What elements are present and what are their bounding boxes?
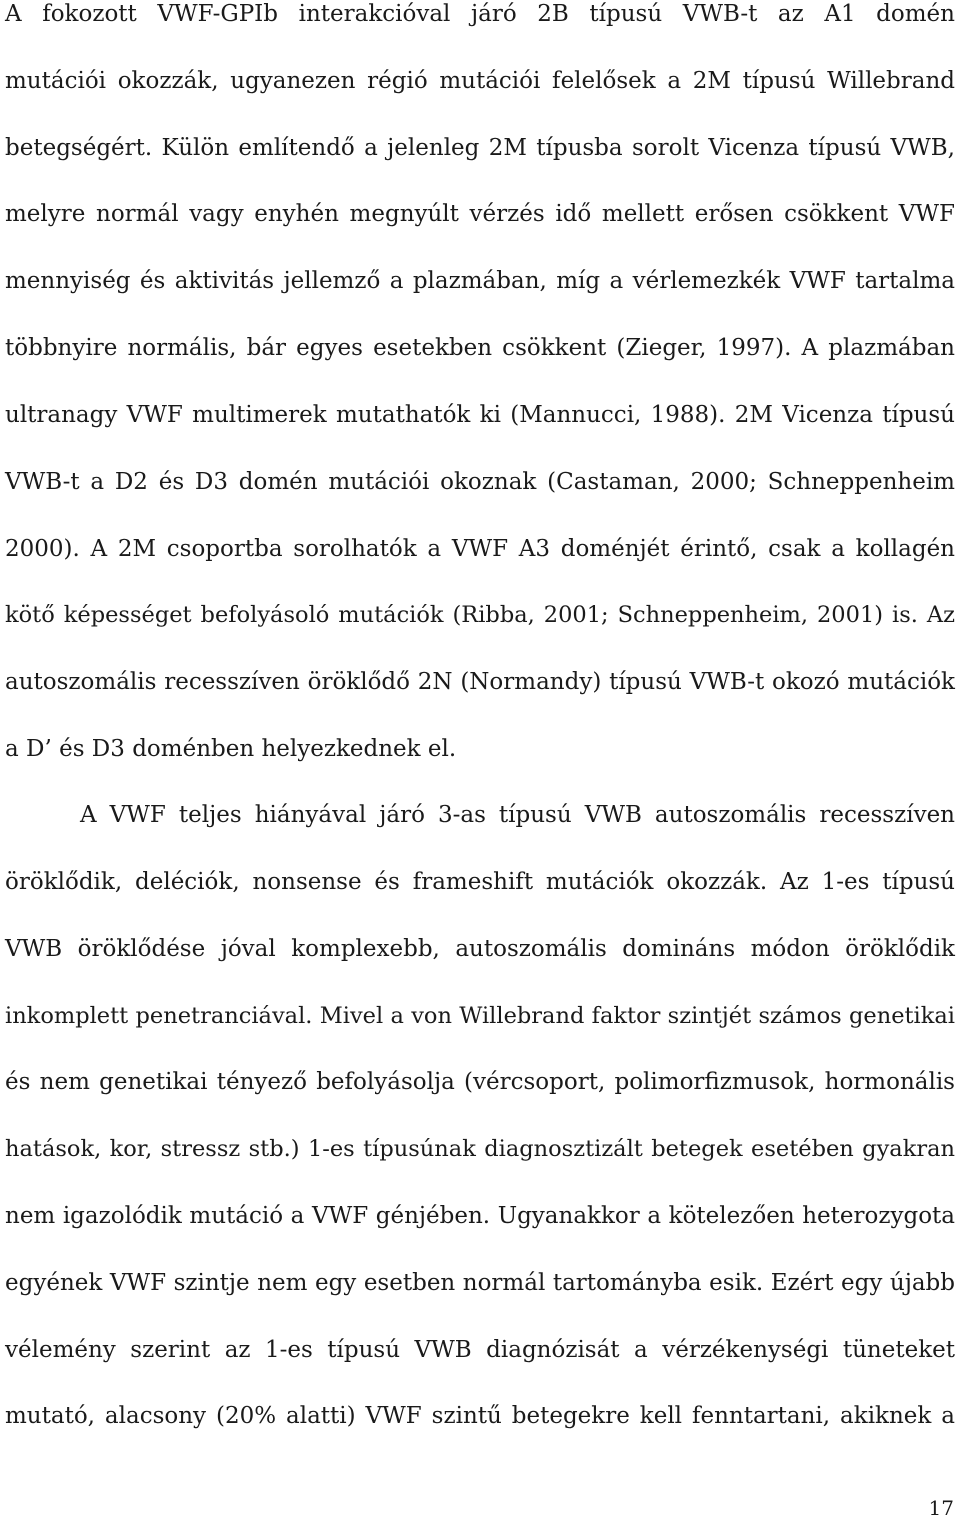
text-line: mutató, alacsony (20% alatti) VWF szintű betegekre kell fenntartani, akiknek a — [5, 1403, 955, 1429]
text-line: melyre normál vagy enyhén megnyúlt vérzés idő mellett erősen csökkent VWF — [5, 201, 955, 227]
text-line: egyének VWF szintje nem egy esetben normál tartományba esik. Ezért egy újabb — [5, 1270, 955, 1296]
text-line: 2000). A 2M csoportba sorolhatók a VWF A3 doménjét érintő, csak a kollagén — [5, 536, 955, 562]
text-line: ultranagy VWF multimerek mutathatók ki (Mannucci, 1988). 2M Vicenza típusú — [5, 402, 955, 428]
text-line: VWB öröklődése jóval komplexebb, autoszomális domináns módon öröklődik — [5, 936, 955, 962]
page-number: 17 — [928, 1496, 954, 1520]
text-line: inkomplett penetranciával. Mivel a von Willebrand faktor szintjét számos genetikai — [5, 1003, 955, 1029]
text-line: autoszomális recesszíven öröklődő 2N (Normandy) típusú VWB-t okozó mutációk — [5, 669, 955, 695]
text-line: hatások, kor, stressz stb.) 1-es típusúnak diagnosztizált betegek esetében gyakran — [5, 1136, 955, 1162]
text-line: VWB-t a D2 és D3 domén mutációi okoznak (Castaman, 2000; Schneppenheim — [5, 469, 955, 495]
text-line: a D’ és D3 doménben helyezkednek el. — [5, 736, 457, 762]
text-line: A VWF teljes hiányával járó 3-as típusú VWB autoszomális recesszíven — [80, 802, 955, 828]
text-line: A fokozott VWF-GPIb interakcióval járó 2B típusú VWB-t az A1 domén — [5, 1, 955, 27]
text-line: nem igazolódik mutáció a VWF génjében. Ugyanakkor a kötelezően heterozygota — [5, 1203, 955, 1229]
text-line: vélemény szerint az 1-es típusú VWB diagnózisát a vérzékenységi tüneteket — [5, 1337, 955, 1363]
text-line: betegségért. Külön említendő a jelenleg 2M típusba sorolt Vicenza típusú VWB, — [5, 135, 955, 161]
text-line: öröklődik, deléciók, nonsense és frameshift mutációk okozzák. Az 1-es típusú — [5, 869, 955, 895]
text-line: mennyiség és aktivitás jellemző a plazmában, míg a vérlemezkék VWF tartalma — [5, 268, 955, 294]
text-line: mutációi okozzák, ugyanezen régió mutációi felelősek a 2M típusú Willebrand — [5, 68, 955, 94]
text-line: és nem genetikai tényező befolyásolja (vércsoport, polimorfizmusok, hormonális — [5, 1069, 955, 1095]
text-line: kötő képességet befolyásoló mutációk (Ribba, 2001; Schneppenheim, 2001) is. Az — [5, 602, 955, 628]
text-line: többnyire normális, bár egyes esetekben csökkent (Zieger, 1997). A plazmában — [5, 335, 955, 361]
